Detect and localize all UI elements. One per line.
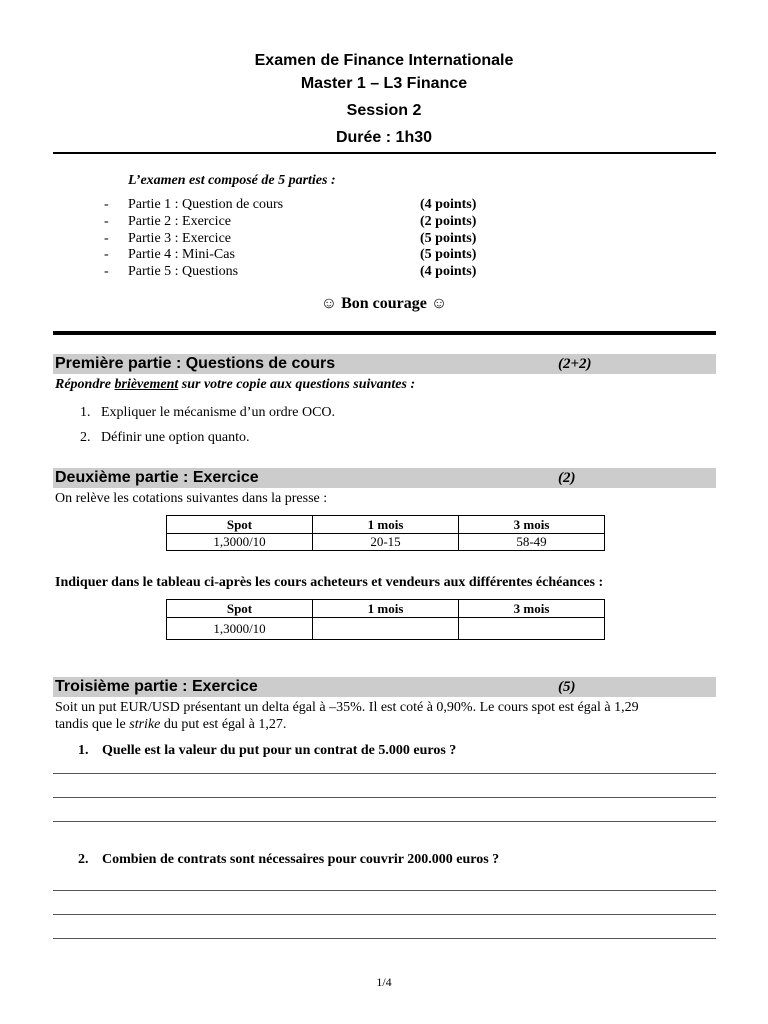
part-label: Partie 1 : Question de cours [128,197,284,212]
part-label: Partie 5 : Questions [128,264,239,279]
question-item [80,430,480,447]
intro-heading: L’examen est composé de 5 parties : [128,173,336,188]
section-1-instruction [55,377,415,393]
answer-line[interactable] [53,914,716,915]
part-row [104,231,504,248]
question-item [80,405,480,422]
section-3-header [53,677,716,697]
list-dash: - [104,214,109,229]
table-header-row [167,600,605,618]
part-points: (5 points) [420,231,477,246]
part-points: (2 points) [420,214,477,229]
part-points: (4 points) [420,264,477,279]
list-dash: - [104,197,109,212]
part-points: (5 points) [420,247,477,262]
table-row [167,534,605,551]
exam-title: Examen de Finance Internationale [254,52,514,69]
part-row [104,247,504,264]
header-divider [53,152,716,154]
part-points: (4 points) [420,197,477,212]
part-row [104,264,504,281]
table-cell: 1,3000/10 [167,618,313,640]
table-row [167,618,605,640]
section-2-intro: On relève les cotations suivantes dans la presse : [55,491,328,506]
quotes-table [166,515,605,551]
section-3-question-1-number: 1. [78,743,89,758]
section-3-paragraph-line-1: Soit un put EUR/USD présentant un delta égal à –35%. Il est coté à 0,90%. Le cours spot est égal à 1,29 [55,700,639,715]
section-2-score: (2) [558,470,576,486]
part-label: Partie 4 : Mini-Cas [128,247,235,262]
section-2-question: Indiquer dans le tableau ci-après les cours acheteurs et vendeurs aux différentes échéances : [55,575,604,590]
table-cell: 58-49 [459,534,605,551]
good-luck-message: ☺ Bon courage ☺ [320,295,448,312]
instruction-text: Répondre [55,377,115,392]
answer-line[interactable] [53,821,716,822]
section-2-header [53,468,716,488]
question-number: 1. [80,405,91,420]
exam-session: Session 2 [346,102,422,119]
section-2-title: Deuxième partie : Exercice [55,469,259,486]
answer-line[interactable] [53,938,716,939]
instruction-emphasis: brièvement [114,377,179,392]
question-number: 2. [80,430,91,445]
table-header-cell: 1 mois [313,516,459,534]
table-header-row [167,516,605,534]
part-label: Partie 2 : Exercice [128,214,232,229]
table-header-cell: 3 mois [459,600,605,618]
list-dash: - [104,264,109,279]
answer-line[interactable] [53,890,716,891]
section-3-score: (5) [558,679,576,695]
question-text: Définir une option quanto. [101,430,250,445]
section-3-question-2: Combien de contrats sont nécessaires pour couvrir 200.000 euros ? [102,852,500,867]
section-3-title: Troisième partie : Exercice [55,678,258,695]
section-3-paragraph-line-2 [55,717,286,733]
page-number: 1/4 [376,975,392,989]
section-1-score: (2+2) [558,356,592,372]
paragraph-text: du put est égal à 1,27. [160,717,287,732]
answer-table [166,599,605,640]
table-header-cell: 3 mois [459,516,605,534]
exam-duration: Durée : 1h30 [335,129,433,146]
question-text: Expliquer le mécanisme d’un ordre OCO. [101,405,336,420]
section-3-question-1: Quelle est la valeur du put pour un contrat de 5.000 euros ? [102,743,457,758]
section-3-question-2-number: 2. [78,852,89,867]
list-dash: - [104,247,109,262]
part-row [104,214,504,231]
intro-divider [53,331,716,335]
instruction-text: sur votre copie aux questions suivantes : [178,377,416,392]
answer-cell-3-mois[interactable] [459,618,605,640]
exam-program: Master 1 – L3 Finance [300,75,468,92]
paragraph-text: tandis que le [55,717,130,732]
paragraph-emphasis: strike [129,717,161,732]
section-1-header [53,354,716,374]
table-cell: 20-15 [313,534,459,551]
part-row [104,197,504,214]
table-header-cell: Spot [167,516,313,534]
answer-line[interactable] [53,773,716,774]
list-dash: - [104,231,109,246]
table-header-cell: 1 mois [313,600,459,618]
table-header-cell: Spot [167,600,313,618]
answer-line[interactable] [53,797,716,798]
part-label: Partie 3 : Exercice [128,231,232,246]
table-cell: 1,3000/10 [167,534,313,551]
answer-cell-1-mois[interactable] [313,618,459,640]
section-1-title: Première partie : Questions de cours [55,355,336,372]
